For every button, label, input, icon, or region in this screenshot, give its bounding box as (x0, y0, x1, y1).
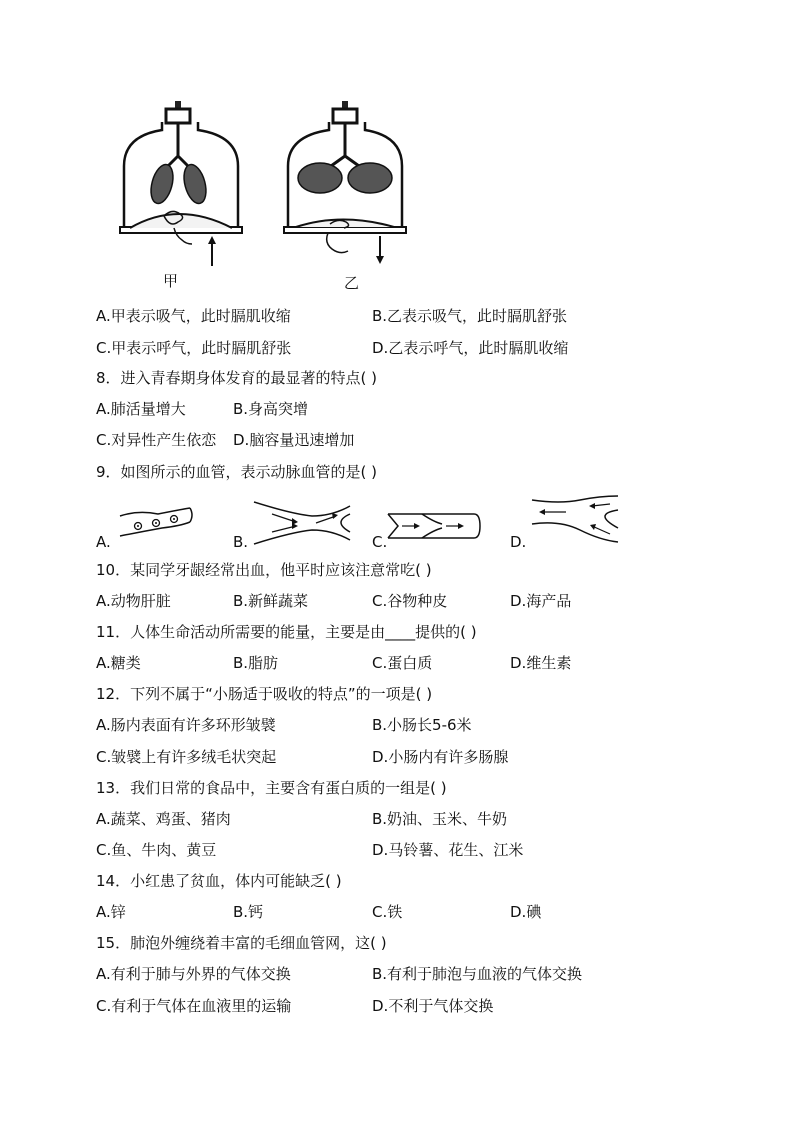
figure-label-jia: 甲 (163, 272, 179, 290)
q11-option-c: C.蛋白质 (372, 654, 433, 672)
bell-jar-figure-jia (118, 96, 244, 246)
q8-stem: 8．进入青春期身体发育的最显著的特点( ) (96, 369, 378, 387)
q15-option-b: B.有利于肺泡与血液的气体交换 (372, 965, 583, 983)
q8-option-a: A.肺活量增大 (96, 400, 186, 418)
q12-stem: 12．下列不属于“小肠适于吸收的特点”的一项是( ) (96, 685, 433, 703)
q7-option-c: C.甲表示呼气，此时膈肌舒张 (96, 339, 292, 357)
q13-option-c: C.鱼、牛肉、黄豆 (96, 841, 217, 859)
q15-option-a: A.有利于肺与外界的气体交换 (96, 965, 291, 983)
q7-option-a: A.甲表示吸气，此时膈肌收缩 (96, 307, 291, 325)
q9-option-b: B. (233, 533, 249, 551)
q15-option-d: D.不利于气体交换 (372, 997, 494, 1015)
q14-stem: 14．小红患了贫血，体内可能缺乏( ) (96, 872, 342, 890)
q13-option-d: D.马铃薯、花生、江米 (372, 841, 524, 859)
q12-option-d: D.小肠内有许多肠腺 (372, 748, 509, 766)
figure-label-yi: 乙 (344, 274, 360, 292)
vessel-capillary-a (118, 506, 192, 540)
vessel-branching-b (252, 500, 352, 546)
q7-option-b: B.乙表示吸气，此时膈肌舒张 (372, 307, 568, 325)
q8-option-b: B.身高突增 (233, 400, 309, 418)
vessel-valve-c (386, 512, 482, 540)
q13-option-a: A.蔬菜、鸡蛋、猪肉 (96, 810, 231, 828)
q7-option-d: D.乙表示呼气，此时膈肌收缩 (372, 339, 569, 357)
q11-stem: 11．人体生命活动所需要的能量，主要是由____提供的( ) (96, 623, 477, 641)
q14-option-a: A.锌 (96, 903, 126, 921)
q11-option-d: D.维生素 (510, 654, 572, 672)
q9-option-a: A. (96, 533, 111, 551)
q8-option-d: D.脑容量迅速增加 (233, 431, 355, 449)
q13-option-b: B.奶油、玉米、牛奶 (372, 810, 508, 828)
q10-option-d: D.海产品 (510, 592, 572, 610)
q12-option-b: B.小肠长5-6米 (372, 716, 472, 734)
q10-option-c: C.谷物种皮 (372, 592, 448, 610)
q12-option-c: C.皱襞上有许多绒毛状突起 (96, 748, 277, 766)
q9-stem: 9．如图所示的血管，表示动脉血管的是( ) (96, 463, 378, 481)
vessel-converging-d (530, 494, 620, 544)
q10-option-b: B.新鲜蔬菜 (233, 592, 309, 610)
q11-option-b: B.脂肪 (233, 654, 279, 672)
q10-stem: 10．某同学牙龈经常出血，他平时应该注意常吃( ) (96, 561, 432, 579)
q11-option-a: A.糖类 (96, 654, 141, 672)
q13-stem: 13．我们日常的食品中，主要含有蛋白质的一组是( ) (96, 779, 447, 797)
q8-option-c: C.对异性产生依恋 (96, 431, 217, 449)
q9-option-c: C. (372, 533, 388, 551)
q14-option-b: B.钙 (233, 903, 264, 921)
q15-stem: 15．肺泡外缠绕着丰富的毛细血管网，这( ) (96, 934, 387, 952)
q14-option-d: D.碘 (510, 903, 542, 921)
q14-option-c: C.铁 (372, 903, 403, 921)
q12-option-a: A.肠内表面有许多环形皱襞 (96, 716, 276, 734)
q15-option-c: C.有利于气体在血液里的运输 (96, 997, 292, 1015)
q10-option-a: A.动物肝脏 (96, 592, 171, 610)
q9-option-d: D. (510, 533, 527, 551)
bell-jar-figure-yi (282, 96, 408, 266)
